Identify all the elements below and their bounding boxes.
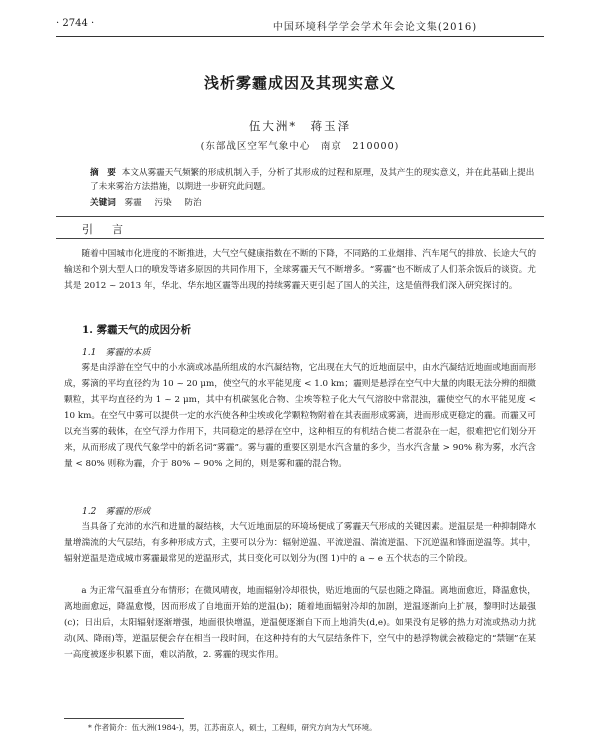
keyword: 雾霾 — [124, 198, 142, 208]
abstract-label: 摘 要 — [90, 168, 116, 178]
intro-paragraph: 随着中国城市化进度的不断推进，大气空气健康指数在不断的下降，不同路的工业烟排、汽车尾气的排放、长途大气的输送和个别大型人口的喷发等诸多原因的共同作用下，全球雾霾天气不断增多。“雾霾”也不断成了人们茶余饭后的谈资。尤其是 2012 ~ 2013 年，华北、华东地区霾等出现的持续雾霾天更引起了国人的关注，这是值得我们深入研究探讨的。 — [64, 249, 536, 291]
section-rule-top — [56, 216, 544, 217]
footnote: * 作者简介：伍大洲(1984-)，男，江苏南京人，硕士，工程师，研究方向为大气环境。 — [88, 723, 377, 732]
intro-heading: 引 言 — [82, 223, 127, 236]
subsection-1-2-heading: 1.2 雾霾的形成 — [82, 507, 151, 517]
keyword: 防治 — [184, 198, 202, 208]
abstract-text: 本文从雾霾天气频繁的形成机制入手，分析了其形成的过程和原理，及其产生的现实意义，并在此基础上提出了未来雾治方法措施，以期进一步研究此问题。 — [90, 168, 535, 192]
subsection-1-1-paragraph: 雾是由浮游在空气中的小水滴或冰晶所组成的水汽凝结物，它出现在大气的近地面层中，由水汽凝结近地面或地面而形成，雾滴的平均直径约为 10 ~ 20 μm，使空气的水平能见度 < 1.0 km；霾则是悬浮在空气中大量的肉眼无法分辨的细微颗粒，其平均直径约为 1 ~ 2 μm，其中有机碳氢化合物、尘埃等粒子化大气气溶胶中常混浊，霾使空气的水平能见度 < 10 km。在空气中雾可以提供一定的水汽使各种尘埃或化学颗粒物附着在其表面形成雾滴，进而形成更稳定的霾。而霾又可以充当雾的载体，在空气浮力作用下，共同稳定的悬浮在空中，这种相互的有机结合使二者混杂在一起，很难把它们划分开来，从而形成了现代气象学中的新名词“雾霾”。雾与霾的重要区别是水汽含量的多少，当水汽含量 > 90% 称为雾，水汽含量 < 80% 则称为霾，介于 80% ~ 90% 之间的，则是雾和霾的混合物。 — [64, 363, 536, 469]
keywords-label: 关键词 — [90, 198, 116, 208]
paper-title: 浅析雾霾成因及其现实意义 — [203, 74, 396, 92]
section-rule-bottom — [56, 238, 544, 239]
keyword: 污染 — [154, 198, 172, 208]
affiliation: (东部战区空军气象中心 南京 210000) — [200, 141, 400, 152]
subsection-1-2-paragraph-2: a 为正常气温垂直分布情形；在微风晴夜，地面辐射冷却很快，贴近地面的气层也随之降温。离地面愈近，降温愈快，离地面愈远，降温愈慢，因而形成了自地面开始的逆温(b)；随着地面辐射冷却的加剧，逆温逐渐向上扩展，黎明时达最强(c)；日出后，太阳辐射逐渐增强，地面很快增温，逆温便逐渐自下而上地消失(d,e)。如果没有足够的热力对流或热动力扰动(风、降雨)等，逆温层便会存在相当一段时间，在这种持有的大气层结条件下，空气中的悬浮物就会被稳定的“禁锢”在某一高度被逐步积累下面，难以消散，2. 雾霾的现实作用。 — [64, 586, 536, 660]
section-1-heading: 1. 雾霾天气的成因分析 — [82, 324, 192, 336]
subsection-1-1-heading: 1.1 雾霾的本质 — [82, 348, 151, 358]
keywords — [90, 196, 536, 208]
journal-name: 中国环境科学学会学术年会论文集(2016) — [272, 22, 478, 33]
running-header — [56, 18, 544, 36]
page-number: · 2744 · — [56, 18, 95, 29]
footnote-rule — [64, 718, 184, 719]
header-rule — [56, 36, 544, 37]
abstract — [90, 166, 536, 194]
authors: 伍大洲* 蒋玉泽 — [248, 119, 352, 133]
subsection-1-2-paragraph-1: 当具备了充沛的水汽和进量的凝结核，大气近地面层的环境场便成了雾霾天气形成的关键因素。逆温层是一种抑制降水量增湍流的大气层结，有多种形成方式，主要可以分为：辐射逆温、平流逆温、湍流逆温、下沉逆温和锋面逆温等。其中，辐射逆温是造成城市雾霾最常见的逆温形式，其日变化可以划分为(图 1)中的 a ~ e 五个状态的三个阶段。 — [64, 522, 536, 564]
